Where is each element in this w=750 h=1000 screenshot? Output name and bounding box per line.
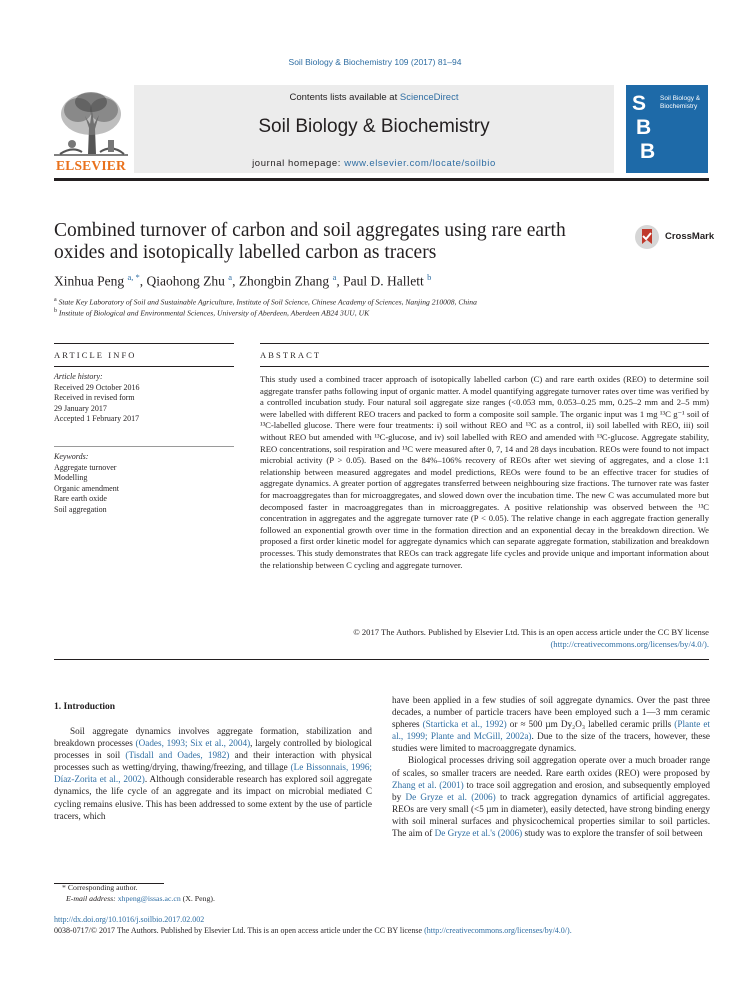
affiliation [54, 308, 369, 318]
history-entry: Accepted 1 February 2017 [54, 414, 140, 423]
author-name[interactable]: Zhongbin Zhang [238, 273, 330, 289]
doi-link[interactable]: http://dx.doi.org/10.1016/j.soilbio.2017.02.002 [54, 915, 205, 924]
crossmark-icon [634, 224, 660, 250]
email-suffix: (X. Peng). [180, 894, 215, 903]
body-text: to track aggregation dynamics of artificial aggregates. REOs are very small (<5 µm in diameter), easily detected, have strong binding energy with soil mineral surfaces and physicochemical properties similar to soil particles. The aim of [392, 791, 710, 839]
affiliation-mark: a [54, 297, 57, 303]
author-affil-mark[interactable]: a, * [127, 272, 140, 282]
history-label: Article history: [54, 372, 103, 381]
citation-link[interactable]: (Plante et al., 1999; Plante and McGill, 2002a) [392, 719, 710, 742]
abstract-rule [260, 343, 709, 344]
section-heading-introduction: 1. Introduction [54, 702, 116, 712]
intro-paragraph [392, 694, 710, 754]
keyword: Modelling [54, 473, 88, 482]
sciencedirect-link[interactable]: ScienceDirect [399, 92, 459, 103]
issn-text: 0038-0717/© 2017 The Authors. Published by Elsevier Ltd. This is an open access article under the CC BY license [54, 926, 425, 935]
body-text: and their interaction with physical processes such as wetting/drying, thawing/freezing, and tillage [54, 750, 372, 773]
keyword: Organic amendment [54, 483, 119, 493]
affiliation-text: Institute of Biological and Environmental Sciences, University of Aberdeen, Aberdeen AB24 3UU, UK [58, 308, 370, 318]
journal-reference[interactable]: Soil Biology & Biochemistry 109 (2017) 81–94 [288, 57, 462, 67]
citation-link[interactable]: De Gryze et al. (2006) [405, 791, 496, 802]
abstract-text: This study used a combined tracer approach of isotopically labelled carbon (C) and rare earth oxides (REO) to determine soil aggregate transfer paths following input of organic matter. A model quantifying aggregate turnover rates over time was verified by a controlled incubation study. Four natural soil aggregate size ranges (<0.053 mm, 0.053–0.25 mm, 0.25–2 mm and 2–5 mm) were labelled with different REO tracers and packed to form a composite soil sample. The organic input was 1 mg ¹³C g⁻¹ soil of ¹³C-labelled glucose. There were four treatments: i) soil without REO and ¹³C as a control, ii) soil labelled with REO, iii) soil without REO but amended with ¹³C-glucose, and iv) soil labelled with REO and amended with ¹³C-glucose. Aggregate stability, REO concentrations, soil respiration and ¹³C were measured after 0, 7, 14 and 28 days incubation. REOs were found to not impact microbial activity (P > 0.05). Based on the 84%–106% recovery of REOs after wet sieving of aggregates, and a close 1:1 relationship between measured aggregates and model predictions, REOs were found to be an effective tracer for studies of aggregate dynamics. A greater portion of aggregates transferred between neighbouring size fractions. The turnover rate was faster for macroaggregates than for microaggregates, and slowed down over the incubation time. The new C was accumulated more but decomposed faster in macroaggregates than in microaggregates. A positive relationship was observed between the ¹³C concentration in aggregates and the aggregate turnover rate (P < 0.05). The relative change in each aggregate fraction generally followed an exponential growth over time in the formation direction and an exponential decay in the breakdown direction. We proposed a first order kinetic model for aggregate dynamics which can separate aggregate formation, stabilization and breakdown processes. This study demonstrates that REOs can track aggregate life cycles and provide unique and important information about the relationship between C cycling and aggregate turnover. [260, 374, 709, 570]
copyright-text: © 2017 The Authors. Published by Elsevier Ltd. This is an open access article under the CC BY license [353, 627, 709, 637]
keywords [54, 452, 234, 515]
author-affil-mark[interactable]: b [427, 272, 432, 282]
article-info-rule [54, 366, 234, 367]
issn-line [54, 926, 572, 935]
contents-line [134, 92, 614, 103]
cover-letter: S [632, 92, 647, 115]
citation-link[interactable]: (Le Bissonnais, 1996; Díaz-Zorita et al., 2002) [54, 762, 372, 785]
citation-link[interactable]: De Gryze et al.'s (2006) [434, 828, 523, 839]
body-text: Biological processes driving soil aggregation operate over a much broader range of scales, so smaller tracers are needed. Rare earth oxides (REO) were proposed by [392, 755, 710, 778]
history-entry: Received in revised form [54, 393, 135, 402]
affiliation [54, 297, 477, 307]
homepage-prefix: journal homepage: [252, 158, 345, 169]
citation-link[interactable]: (Oades, 1993; Six et al., 2004) [135, 738, 251, 749]
affiliation-mark: b [54, 308, 57, 314]
crossmark-label: CrossMark [665, 231, 715, 242]
body-text: to trace soil aggregation and erosion, and subsequently employed by [392, 779, 710, 802]
keyword: Soil aggregation [54, 504, 107, 514]
intro-paragraph [392, 754, 710, 839]
cover-letter: B [640, 140, 656, 163]
abstract-rule [260, 366, 709, 367]
front-matter-rule [54, 659, 709, 660]
body-text: Soil aggregate dynamics involves aggregate formation, stabilization and breakdown processes [54, 726, 372, 749]
email-note [66, 894, 215, 903]
author-name[interactable]: Xinhua Peng [54, 273, 125, 289]
keyword: Aggregate turnover [54, 462, 117, 472]
header-rule [54, 178, 709, 181]
body-text: have been applied in a few studies of soil aggregate dynamics. Over the past three decades, a number of particle tracers have been employed such a 1—3 mm ceramic spheres [392, 695, 710, 730]
corresponding-author-note: * Corresponding author. [62, 883, 138, 892]
author-name[interactable]: Qiaohong Zhu [146, 273, 225, 289]
author-name[interactable]: Paul D. Hallett [343, 273, 424, 289]
footer-license-link[interactable]: (http://creativecommons.org/licenses/by/4.0/). [424, 926, 572, 935]
email-label: E-mail address: [66, 894, 118, 903]
citation-link[interactable]: Zhang et al. (2001) [392, 779, 464, 790]
author-affil-mark[interactable]: a [332, 272, 337, 282]
cover-title: Soil Biology & Biochemistry [660, 95, 701, 110]
article-info-divider [54, 446, 234, 447]
article-title: Combined turnover of carbon and soil aggregates using rare earth oxides and isotopically labelled carbon as tracers [54, 220, 566, 263]
elsevier-wordmark: ELSEVIER [56, 158, 126, 173]
email-link[interactable]: xhpeng@issas.ac.cn [117, 894, 181, 903]
body-text: or ≈ 500 µm Dy₂O₃ labelled ceramic prills [506, 719, 675, 730]
author-list: Xinhua Peng $^{a, *}$, Qiaohong Zhu $^a$, Zhongbin Zhang $^a$, Paul D. Hallett $^b$ [54, 272, 432, 289]
article-info-rule [54, 343, 234, 344]
body-text: , largely controlled by biological processes in soil [54, 738, 372, 761]
license-link[interactable]: (http://creativecommons.org/licenses/by/4.0/). [550, 638, 709, 649]
homepage-link[interactable]: www.elsevier.com/locate/soilbio [344, 158, 496, 169]
history-entry: Received 29 October 2016 [54, 382, 140, 392]
citation-link[interactable]: (Starticka et al., 1992) [422, 719, 507, 730]
body-text: study was to explore the transfer of soil between [522, 828, 703, 839]
abstract-copyright [260, 627, 709, 650]
intro-paragraph [54, 725, 372, 822]
contents-prefix: Contents lists available at [289, 92, 400, 103]
abstract-heading: ABSTRACT [260, 350, 322, 360]
crossmark-badge[interactable] [634, 224, 714, 252]
body-text: . Although considerable research has explored soil aggregate dynamics, the life cycle of an aggregate and its impact on microbial mediated C cycling remains elusive. This has been addressed to some extent by the use of particle tracers, which [54, 774, 372, 821]
history-entry: 29 January 2017 [54, 403, 107, 413]
journal-homepage [134, 158, 614, 169]
body-text: . Due to the size of the tracers, however, these studies were limited to macroaggregate dynamics. [392, 731, 710, 754]
author-affil-mark[interactable]: a [228, 272, 233, 282]
keywords-label: Keywords: [54, 452, 89, 461]
affiliation-text: State Key Laboratory of Soil and Sustainable Agriculture, Institute of Soil Science, Chinese Academy of Sciences, Nanjing 210008, China [58, 297, 477, 307]
citation-link[interactable]: (Tisdall and Oades, 1982) [125, 750, 230, 761]
journal-cover-thumbnail[interactable] [626, 85, 708, 173]
cover-letter: B [636, 116, 652, 139]
article-history [54, 372, 234, 425]
intro-right-column [392, 694, 710, 839]
keyword: Rare earth oxide [54, 494, 107, 503]
article-info-heading: ARTICLE INFO [54, 350, 137, 360]
journal-title: Soil Biology & Biochemistry [258, 116, 490, 137]
